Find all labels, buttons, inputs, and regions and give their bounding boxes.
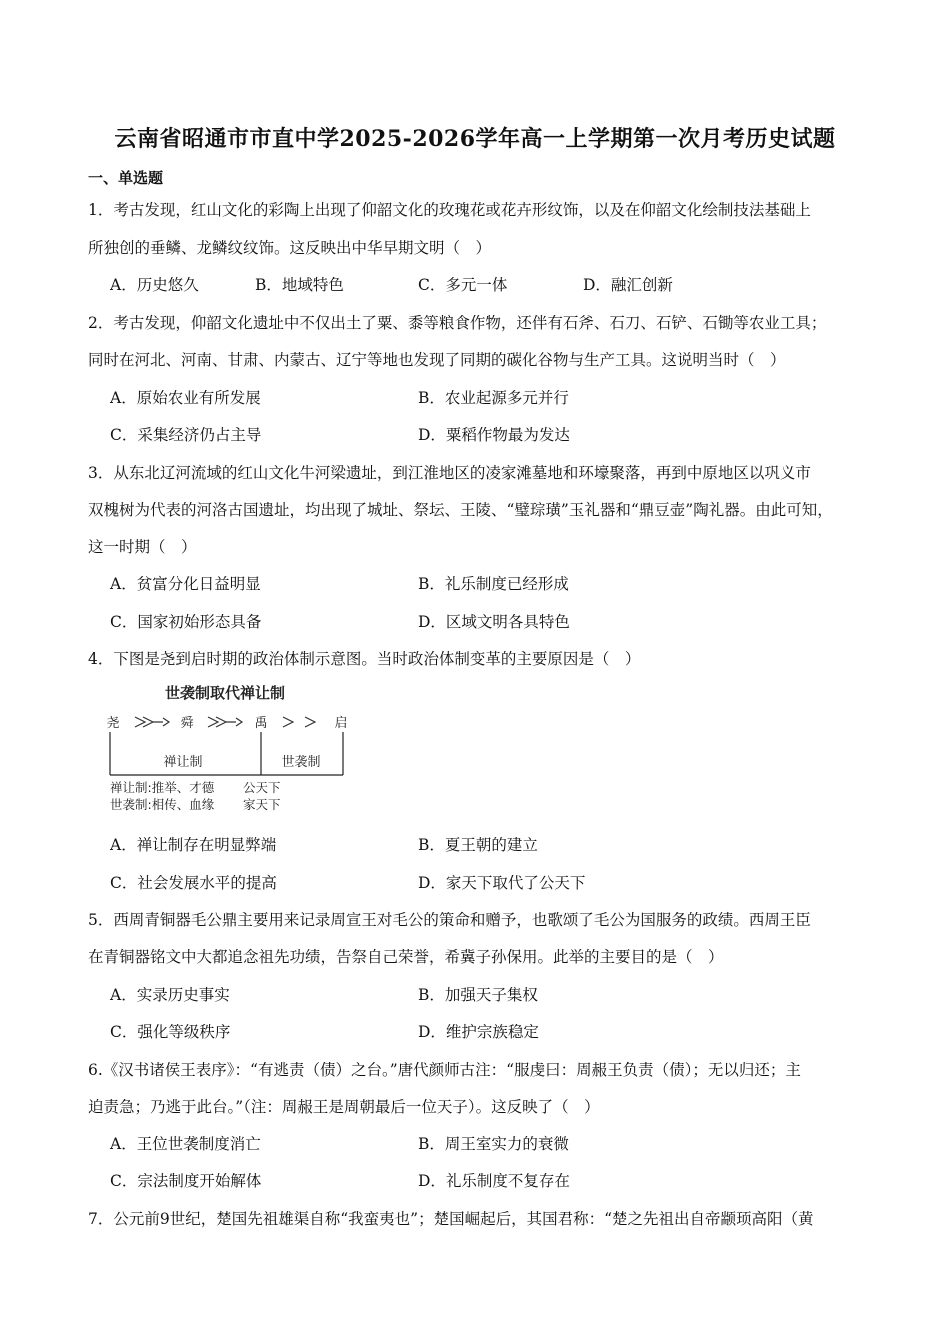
ruler-shun: 舜: [180, 716, 194, 731]
question-4-option-b[interactable]: B．夏王朝的建立: [418, 836, 538, 854]
question-2-option-a[interactable]: A．原始农业有所发展: [110, 389, 261, 407]
note-jiatianxia: 家天下: [243, 797, 281, 812]
arrow-icon: [208, 717, 226, 727]
question-3-option-c[interactable]: C．国家初始形态具备: [110, 613, 262, 631]
question-3-option-a[interactable]: A．贫富分化日益明显: [110, 575, 261, 593]
arrows: [135, 717, 315, 727]
note-shixi: 世袭制:相传、血缘: [110, 797, 215, 812]
diagram-svg: [105, 680, 365, 820]
arrow-icon: [305, 717, 315, 727]
question-5-option-d[interactable]: D．维护宗族稳定: [418, 1023, 539, 1041]
page-title: 云南省昭通市市直中学2025-2026学年高一上学期第一次月考历史试题: [114, 126, 836, 152]
ruler-qi: 启: [334, 716, 348, 731]
question-2-option-d[interactable]: D．粟稻作物最为发达: [418, 426, 570, 444]
question-1-option-b[interactable]: B．地域特色: [255, 276, 344, 294]
question-3-line-1: 3．从东北辽河流域的红山文化牛河梁遗址，到江淮地区的凌家滩墓地和环壕聚落，再到中原地区以巩义市: [88, 464, 811, 482]
question-4-option-a[interactable]: A．禅让制存在明显弊端: [110, 836, 277, 854]
arrow-icon: [283, 717, 293, 727]
question-4-line-1: 4．下图是尧到启时期的政治体制示意图。当时政治体制变革的主要原因是（ ）: [88, 650, 641, 668]
question-3-option-d[interactable]: D．区域文明各具特色: [418, 613, 570, 631]
question-1-option-a[interactable]: A．历史悠久: [110, 276, 199, 294]
box-label-shanrang: 禅让制: [163, 755, 203, 770]
question-1-option-c[interactable]: C．多元一体: [418, 276, 508, 294]
question-6-option-c[interactable]: C．宗法制度开始解体: [110, 1172, 262, 1190]
question-4-option-d[interactable]: D．家天下取代了公天下: [418, 874, 586, 892]
question-6-option-a[interactable]: A．王位世袭制度消亡: [110, 1135, 261, 1153]
ruler-yao: 尧: [106, 716, 120, 731]
question-6-option-b[interactable]: B．周王室实力的衰微: [418, 1135, 569, 1153]
note-shanrang: 禅让制:推举、才德: [110, 780, 215, 795]
question-1-option-d[interactable]: D．融汇创新: [583, 276, 673, 294]
question-3-line-3: 这一时期（ ）: [88, 538, 197, 556]
question-2-line-1: 2．考古发现，仰韶文化遗址中不仅出土了粟、黍等粮食作物，还伴有石斧、石刀、石铲、石锄等农业工具；: [88, 314, 827, 332]
question-1-line-1: 1．考古发现，红山文化的彩陶上出现了仰韶文化的玫瑰花或花卉形纹饰，以及在仰韶文化绘制技法基础上: [88, 201, 811, 219]
question-1-line-2: 所独创的垂鳞、龙鳞纹纹饰。这反映出中华早期文明（ ）: [88, 239, 492, 257]
question-2-option-b[interactable]: B．农业起源多元并行: [418, 389, 569, 407]
box-label-shixi: 世袭制: [281, 755, 321, 770]
question-4-option-c[interactable]: C．社会发展水平的提高: [110, 874, 277, 892]
section-heading: 一、单选题: [88, 169, 164, 187]
political-system-diagram: [105, 680, 365, 820]
question-5-line-1: 5．西周青铜器毛公鼎主要用来记录周宣王对毛公的策命和赠予，也歌颂了毛公为国服务的政绩。西周王臣: [88, 911, 811, 929]
question-5-option-b[interactable]: B．加强天子集权: [418, 986, 538, 1004]
question-7-line-1: 7．公元前9世纪，楚国先祖雄渠自称“我蛮夷也”；楚国崛起后，其国君称：“楚之先祖出自帝颛顼高阳（黄: [88, 1210, 814, 1228]
question-3-line-2: 双槐树为代表的河洛古国遗址，均出现了城址、祭坛、王陵、“璧琮璜”玉礼器和“鼎豆壶”陶礼器。由此可知，: [88, 501, 833, 519]
question-6-option-d[interactable]: D．礼乐制度不复存在: [418, 1172, 570, 1190]
diagram-title: 世袭制取代禅让制: [164, 684, 286, 702]
question-5-line-2: 在青铜器铭文中大都追念祖先功绩，告祭自己荣誉，希冀子孙保用。此举的主要目的是（ ）: [88, 948, 724, 966]
note-gongtianxia: 公天下: [243, 780, 281, 795]
question-2-option-c[interactable]: C．采集经济仍占主导: [110, 426, 262, 444]
arrow-icon: [135, 717, 153, 727]
question-6-line-1: 6.《汉书诸侯王表序》：“有逃责（债）之台。”唐代颜师古注：“服虔曰：周赧王负责（债）；无以归还；主: [88, 1061, 801, 1079]
ruler-yu: 禹: [254, 716, 268, 731]
question-5-option-a[interactable]: A．实录历史事实: [110, 986, 230, 1004]
arrow-icon: [153, 718, 169, 726]
question-5-option-c[interactable]: C．强化等级秩序: [110, 1023, 231, 1041]
arrow-icon: [226, 718, 242, 726]
question-6-line-2: 迫责急；乃逃于此台。”（注：周赧王是周朝最后一位天子）。这反映了（ ）: [88, 1098, 600, 1116]
question-2-line-2: 同时在河北、河南、甘肃、内蒙古、辽宁等地也发现了同期的碳化谷物与生产工具。这说明当时（ ）: [88, 351, 786, 369]
question-3-option-b[interactable]: B．礼乐制度已经形成: [418, 575, 569, 593]
